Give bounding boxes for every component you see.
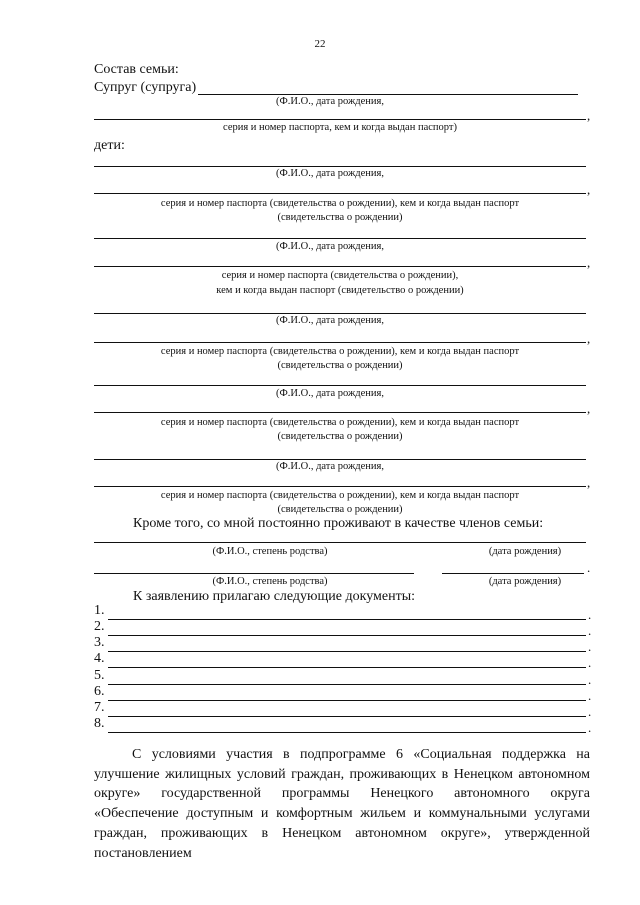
period: . — [588, 672, 592, 687]
other1-dob-caption: (дата рождения) — [488, 546, 562, 557]
spouse-fio-line[interactable] — [198, 94, 578, 95]
child5-doc-caption-a: серия и номер паспорта (свидетельства о рождении), кем и когда выдан паспорт — [160, 490, 520, 501]
period: . — [588, 639, 592, 654]
comma: , — [587, 475, 591, 490]
attachment-number: 8. — [94, 716, 105, 731]
attachment-line-4[interactable] — [108, 667, 586, 668]
attachment-number: 3. — [94, 635, 105, 650]
child5-doc-line[interactable] — [94, 486, 586, 487]
child3-doc-caption-b: (свидетельства о рождении) — [277, 360, 403, 371]
other1-fio-caption: (Ф.И.О., степень родства) — [212, 546, 328, 557]
period: . — [588, 704, 592, 719]
attachment-line-6[interactable] — [108, 700, 586, 701]
attachment-number: 2. — [94, 619, 105, 634]
comma: , — [587, 331, 591, 346]
period: . — [588, 688, 592, 703]
child3-doc-caption-a: серия и номер паспорта (свидетельства о рождении), кем и когда выдан паспорт — [160, 346, 520, 357]
other1-line[interactable] — [94, 542, 586, 543]
attachment-line-5[interactable] — [108, 684, 586, 685]
child2-fio-caption: (Ф.И.О., дата рождения, — [275, 241, 384, 252]
child3-fio-line[interactable] — [94, 313, 586, 314]
child3-doc-line[interactable] — [94, 342, 586, 343]
children-label: дети: — [94, 138, 125, 153]
period: . — [588, 655, 592, 670]
period: . — [587, 560, 591, 575]
child2-doc-line[interactable] — [94, 266, 586, 267]
spouse-fio-caption: (Ф.И.О., дата рождения, — [275, 96, 384, 107]
child4-doc-caption-b: (свидетельства о рождении) — [277, 431, 403, 442]
child4-fio-line[interactable] — [94, 385, 586, 386]
child2-doc-caption-a: серия и номер паспорта (свидетельства о рождении), — [221, 270, 459, 281]
attachment-line-2[interactable] — [108, 635, 586, 636]
period: . — [588, 720, 592, 735]
child1-fio-line[interactable] — [94, 166, 586, 167]
conditions-paragraph — [94, 745, 590, 863]
child1-doc-caption-a: серия и номер паспорта (свидетельства о рождении), кем и когда выдан паспорт — [160, 198, 520, 209]
child5-doc-caption-b: (свидетельства о рождении) — [277, 504, 403, 515]
spouse-label: Супруг (супруга) — [94, 80, 197, 95]
other2-dob-caption: (дата рождения) — [488, 576, 562, 587]
comma: , — [587, 182, 591, 197]
period: . — [588, 607, 592, 622]
comma: , — [587, 255, 591, 270]
child3-fio-caption: (Ф.И.О., дата рождения, — [275, 315, 384, 326]
child5-fio-caption: (Ф.И.О., дата рождения, — [275, 461, 384, 472]
child4-doc-caption-a: серия и номер паспорта (свидетельства о рождении), кем и когда выдан паспорт — [160, 417, 520, 428]
child4-fio-caption: (Ф.И.О., дата рождения, — [275, 388, 384, 399]
child5-fio-line[interactable] — [94, 459, 586, 460]
other2-fio-line[interactable] — [94, 573, 414, 574]
attachment-number: 6. — [94, 684, 105, 699]
attachment-line-3[interactable] — [108, 651, 586, 652]
child1-fio-caption: (Ф.И.О., дата рождения, — [275, 168, 384, 179]
attachment-number: 4. — [94, 651, 105, 666]
attachment-number: 1. — [94, 603, 105, 618]
child4-doc-line[interactable] — [94, 412, 586, 413]
attachment-line-8[interactable] — [108, 732, 586, 733]
page-number: 22 — [314, 38, 326, 50]
other2-fio-caption: (Ф.И.О., степень родства) — [212, 576, 328, 587]
spouse-passport-line[interactable] — [94, 119, 586, 120]
spouse-passport-caption: серия и номер паспорта, кем и когда выдан паспорт) — [223, 122, 457, 133]
attachment-number: 7. — [94, 700, 105, 715]
attachments-intro: К заявлению прилагаю следующие документы: — [133, 589, 416, 604]
others-intro: Кроме того, со мной постоянно проживают в качестве членов семьи: — [133, 516, 544, 531]
period: . — [588, 623, 592, 638]
child2-fio-line[interactable] — [94, 238, 586, 239]
child1-doc-line[interactable] — [94, 193, 586, 194]
attachment-number: 5. — [94, 668, 105, 683]
child1-doc-caption-b: (свидетельства о рождении) — [277, 212, 403, 223]
comma: , — [587, 401, 591, 416]
attachment-line-1[interactable] — [108, 619, 586, 620]
attachment-line-7[interactable] — [108, 716, 586, 717]
comma: , — [587, 108, 591, 123]
child2-doc-caption-b: кем и когда выдан паспорт (свидетельство о рождении) — [216, 285, 464, 296]
family-heading: Состав семьи: — [94, 62, 179, 77]
other2-dob-line[interactable] — [442, 573, 584, 574]
conditions-text: С условиями участия в подпрограмме 6 «Социальная поддержка на улучшение жилищных условий граждан, проживающих в Ненецком автономном округе» государственной программы Ненецкого автономного округа «Обеспечение доступным и комфортным жильем и коммунальными услугами граждан, проживающих в Ненецком автономном округе», утвержденной постановлением — [94, 747, 590, 861]
